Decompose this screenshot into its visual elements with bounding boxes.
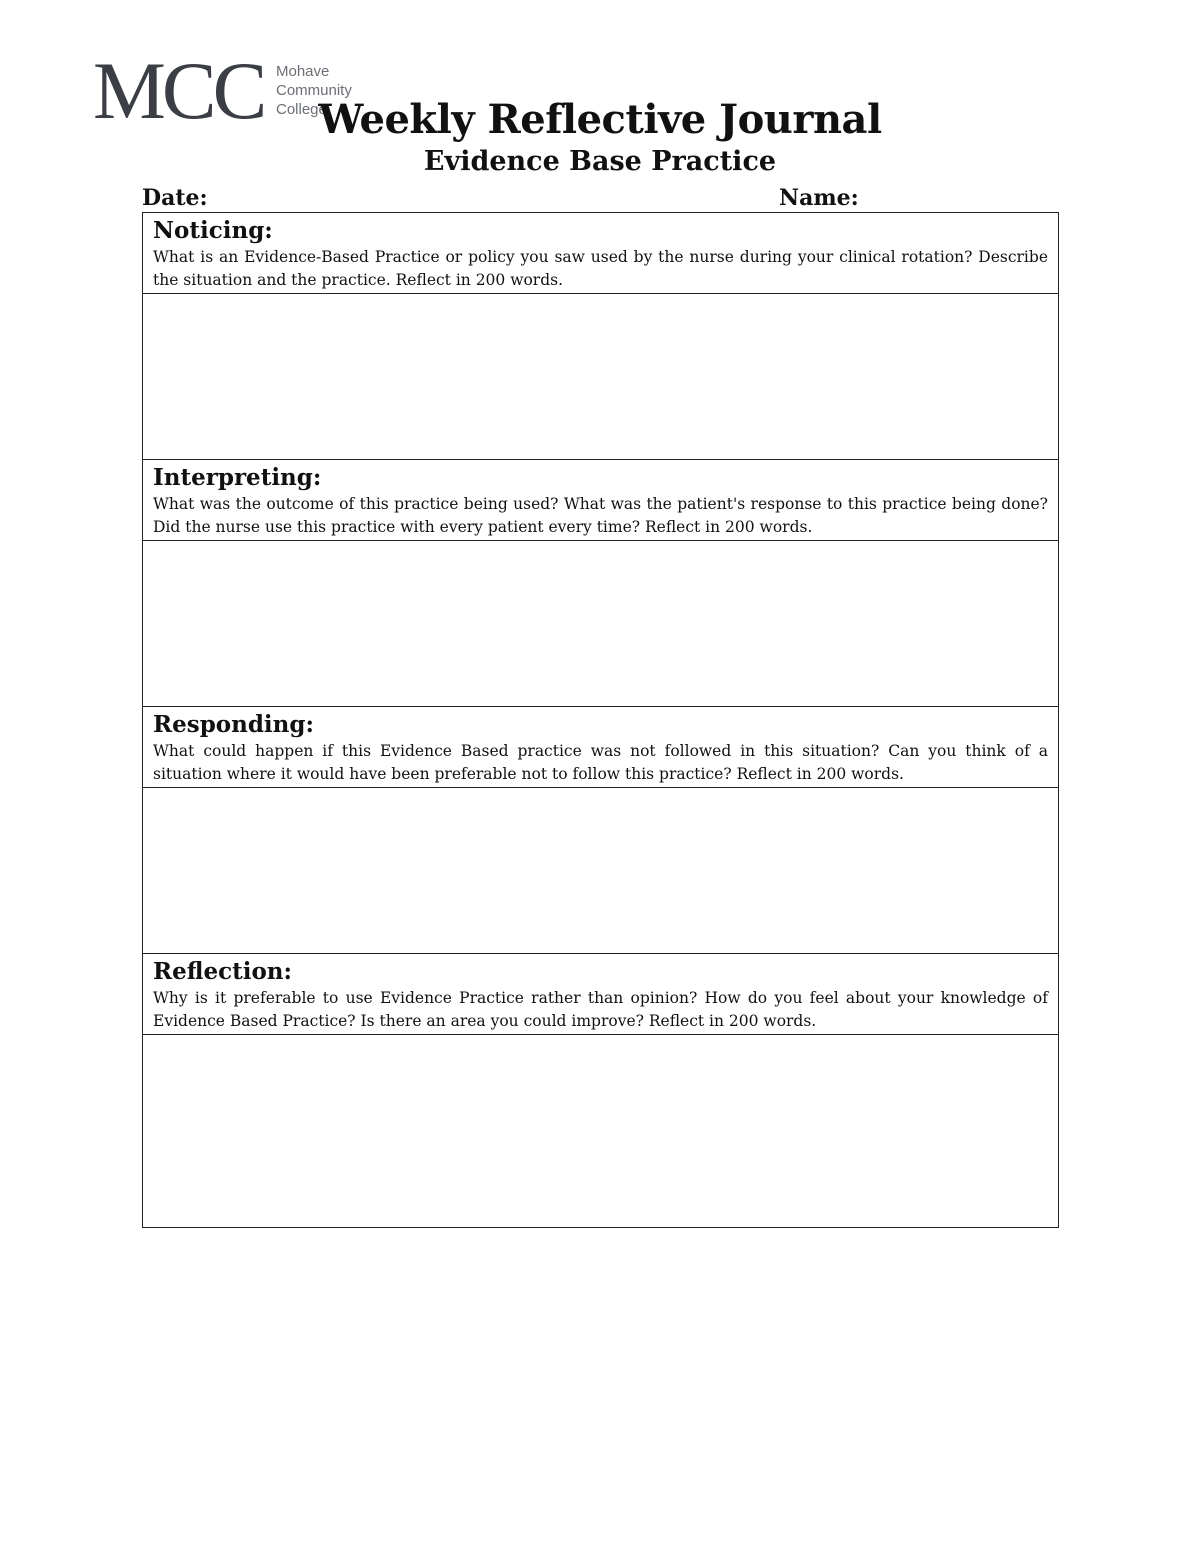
logo-line: Community (276, 82, 352, 99)
answer-area-noticing[interactable] (143, 294, 1058, 460)
answer-area-interpreting[interactable] (143, 541, 1058, 707)
name-label: Name: (779, 185, 859, 211)
answer-area-reflection[interactable] (143, 1035, 1058, 1227)
page-subtitle: Evidence Base Practice (423, 146, 777, 177)
logo-mark: MCC (93, 45, 264, 136)
section-title: Interpreting: (153, 464, 322, 491)
logo-line: Mohave (276, 63, 330, 80)
date-label: Date: (142, 185, 208, 211)
journal-form (142, 212, 1059, 1228)
section-title: Responding: (153, 711, 314, 738)
logo-line: College (276, 101, 327, 118)
section-header-responding (143, 707, 1058, 788)
section-header-noticing (143, 213, 1058, 294)
section-header-interpreting (143, 460, 1058, 541)
section-prompt: What could happen if this Evidence Based practice was not followed in this situation? Can you think of a situation where it would have been preferable not to follow this practice? Reflect in 200 words. (153, 742, 1048, 783)
section-header-reflection (143, 954, 1058, 1035)
section-title: Noticing: (153, 217, 273, 244)
section-title: Reflection: (153, 958, 293, 985)
answer-area-responding[interactable] (143, 788, 1058, 954)
section-prompt: Why is it preferable to use Evidence Practice rather than opinion? How do you feel about your knowledge of Evidence Based Practice? Is there an area you could improve? Reflect in 200 words. (153, 989, 1048, 1030)
section-prompt: What was the outcome of this practice being used? What was the patient's response to this practice being done? Did the nurse use this practice with every patient every time? Reflect in 200 words. (153, 495, 1048, 536)
section-prompt: What is an Evidence-Based Practice or policy you saw used by the nurse during your clinical rotation? Describe the situation and the practice. Reflect in 200 words. (153, 248, 1048, 289)
page-title: Weekly Reflective Journal (318, 96, 882, 143)
